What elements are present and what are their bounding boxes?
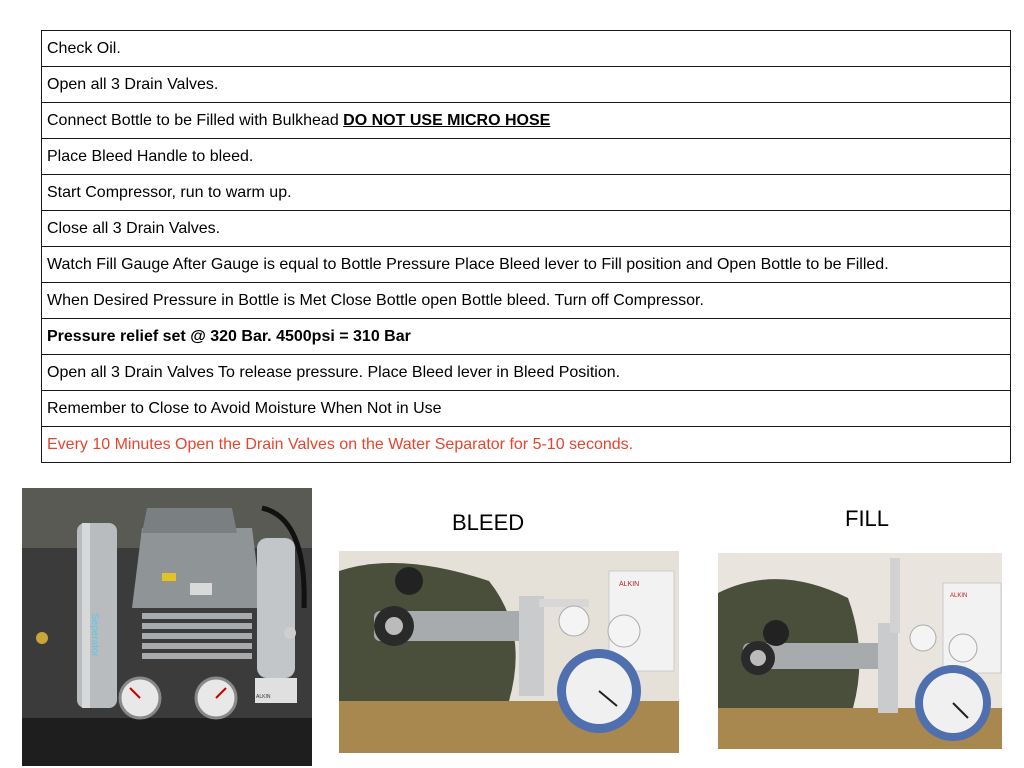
step-close-drains: Close all 3 Drain Valves. [42, 211, 1011, 247]
step-row [42, 211, 1011, 247]
step-desired-pressure: When Desired Pressure in Bottle is Met Close Bottle open Bottle bleed. Turn off Compressor. [42, 283, 1011, 319]
fill-illustration [718, 553, 1002, 749]
compressor-illustration [22, 488, 312, 766]
step-release-pressure: Open all 3 Drain Valves To release pressure. Place Bleed lever in Bleed Position. [42, 355, 1011, 391]
step-row [42, 355, 1011, 391]
step-row [42, 175, 1011, 211]
separator-label: Seperator [89, 613, 100, 657]
step-watch-gauge: Watch Fill Gauge After Gauge is equal to Bottle Pressure Place Bleed lever to Fill position and Open Bottle to be Filled. [42, 247, 1011, 283]
step-start-compressor: Start Compressor, run to warm up. [42, 175, 1011, 211]
fill-photo [718, 553, 1002, 749]
step-pressure-relief: Pressure relief set @ 320 Bar. 4500psi = 310 Bar [42, 319, 1011, 355]
step-row [42, 391, 1011, 427]
step-connect-text: Connect Bottle to be Filled with Bulkhead [47, 111, 344, 129]
bleed-manual-text: ALKIN [619, 581, 640, 588]
bleed-illustration [339, 551, 679, 753]
bleed-caption: BLEED [452, 510, 525, 535]
step-row [42, 67, 1011, 103]
step-row [42, 319, 1011, 355]
bleed-photo [339, 551, 679, 753]
step-row [42, 427, 1011, 463]
step-row [42, 283, 1011, 319]
compressor-photo [22, 488, 312, 766]
step-row [42, 139, 1011, 175]
fill-caption: FILL [845, 506, 890, 531]
step-drain-warning: Every 10 Minutes Open the Drain Valves on the Water Separator for 5-10 seconds. [42, 427, 1011, 463]
compressor-brand: ALKIN [256, 694, 271, 700]
step-remember-close: Remember to Close to Avoid Moisture When Not in Use [42, 391, 1011, 427]
step-row [42, 31, 1011, 67]
micro-hose-warning: DO NOT USE MICRO HOSE [343, 111, 551, 129]
step-connect-bottle [42, 103, 1011, 139]
step-row [42, 247, 1011, 283]
step-open-drains: Open all 3 Drain Valves. [42, 67, 1011, 103]
fill-manual-text: ALKIN [950, 593, 968, 599]
step-check-oil: Check Oil. [42, 31, 1011, 67]
step-bleed-handle: Place Bleed Handle to bleed. [42, 139, 1011, 175]
step-row [42, 103, 1011, 139]
procedure-table [41, 30, 1011, 463]
